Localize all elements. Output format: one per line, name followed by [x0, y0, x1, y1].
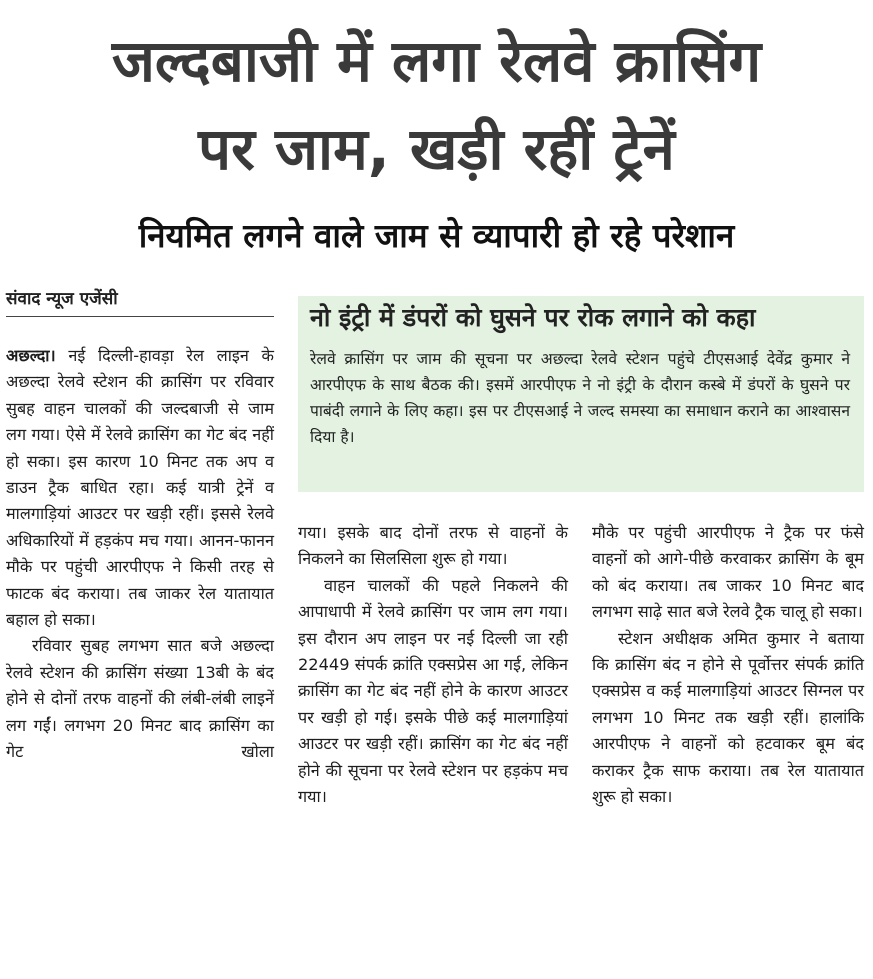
headline-line-1: जल्दबाजी में लगा रेलवे क्रासिंग [111, 27, 762, 95]
highlight-box [298, 296, 864, 492]
highlight-box-title: नो इंट्री में डंपरों को घुसने पर रोक लगाने को कहा [310, 303, 756, 332]
article-column-3 [592, 520, 864, 810]
article-paragraph: मौके पर पहुंची आरपीएफ ने ट्रैक पर फंसे वाहनों को आगे-पीछे करवाकर क्रासिंग के बूम को बंद कराया। तब जाकर 10 मिनट बाद लगभग साढ़े सात बजे रेलवे ट्रैक चालू हो सका। [592, 523, 864, 622]
subheadline: नियमित लगने वाले जाम से व्यापारी हो रहे परेशान [138, 216, 735, 255]
article-paragraph: वाहन चालकों की पहले निकलने की आपाधापी में रेलवे क्रासिंग पर जाम लग गया। इस दौरान अप लाइन पर नई दिल्ली जा रही 22449 संपर्क क्रांति एक्सप्रेस आ गई, लेकिन क्रासिंग का गेट बंद नहीं होने के कारण आउटर पर खड़ी हो गई। इसके पीछे कई मालगाड़ियां आउटर पर खड़ी रहीं। क्रासिंग का गेट बंद नहीं होने की सूचना पर रेलवे स्टेशन पर हड़कंप मच गया। [298, 575, 568, 807]
article-paragraph [6, 343, 274, 633]
byline: संवाद न्यूज एजेंसी [6, 289, 118, 309]
article-column-1 [6, 343, 274, 766]
byline-divider [6, 316, 274, 317]
dateline: अछल्दा। [6, 346, 56, 365]
article-paragraph: रविवार सुबह लगभग सात बजे अछल्दा रेलवे स्टेशन की क्रासिंग संख्या 13बी के बंद होने से दोनों तरफ वाहनों की लंबी-लंबी लाइनें लग गईं। लगभग 20 मिनट बाद क्रासिंग का गेट खोला [6, 636, 274, 762]
highlight-box-body: रेलवे क्रासिंग पर जाम की सूचना पर अछल्दा रेलवे स्टेशन पहुंचे टीएसआई देवेंद्र कुमार ने आरपीएफ के साथ बैठक की। इसमें आरपीएफ ने नो इंट्री के दौरान कस्बे में डंपरों के घुसने पर पाबंदी लगाने के लिए कहा। इस पर टीएसआई ने जल्द समस्या का समाधान कराने का आश्वासन दिया है। [310, 350, 850, 446]
article-column-2 [298, 520, 568, 810]
article-paragraph: स्टेशन अधीक्षक अमित कुमार ने बताया कि क्रासिंग बंद न होने से पूर्वोत्तर संपर्क क्रांति एक्सप्रेस व कई मालगाड़ियां आउटर सिग्नल पर लगभग 10 मिनट तक खड़ी रहीं। हालांकि आरपीएफ ने वाहनों को हटवाकर बूम बंद कराकर ट्रैक साफ कराया। तब रेल यातायात शुरू हो सका। [592, 628, 864, 807]
headline-line-2: पर जाम, खड़ी रहीं ट्रेनें [198, 115, 675, 183]
article-paragraph: गया। इसके बाद दोनों तरफ से वाहनों के निकलने का सिलसिला शुरू हो गया। [298, 523, 568, 569]
paragraph-text: नई दिल्ली-हावड़ा रेल लाइन के अछल्दा रेलवे स्टेशन की क्रासिंग पर रविवार सुबह वाहन चालकों की जल्दबाजी से जाम लग गया। ऐसे में रेलवे क्रासिंग का गेट बंद नहीं हो सका। इस कारण 10 मिनट तक अप व डाउन ट्रैक बाधित रहा। कई यात्री ट्रेनें व मालगाड़ियां आउटर पर खड़ी रहीं। इससे रेलवे अधिकारियों में हड़कंप मच गया। आनन-फानन मौके पर पहुंची आरपीएफ ने किसी तरह से फाटक बंद कराया। तब जाकर रेल यातायात बहाल हो सका। [6, 346, 274, 630]
